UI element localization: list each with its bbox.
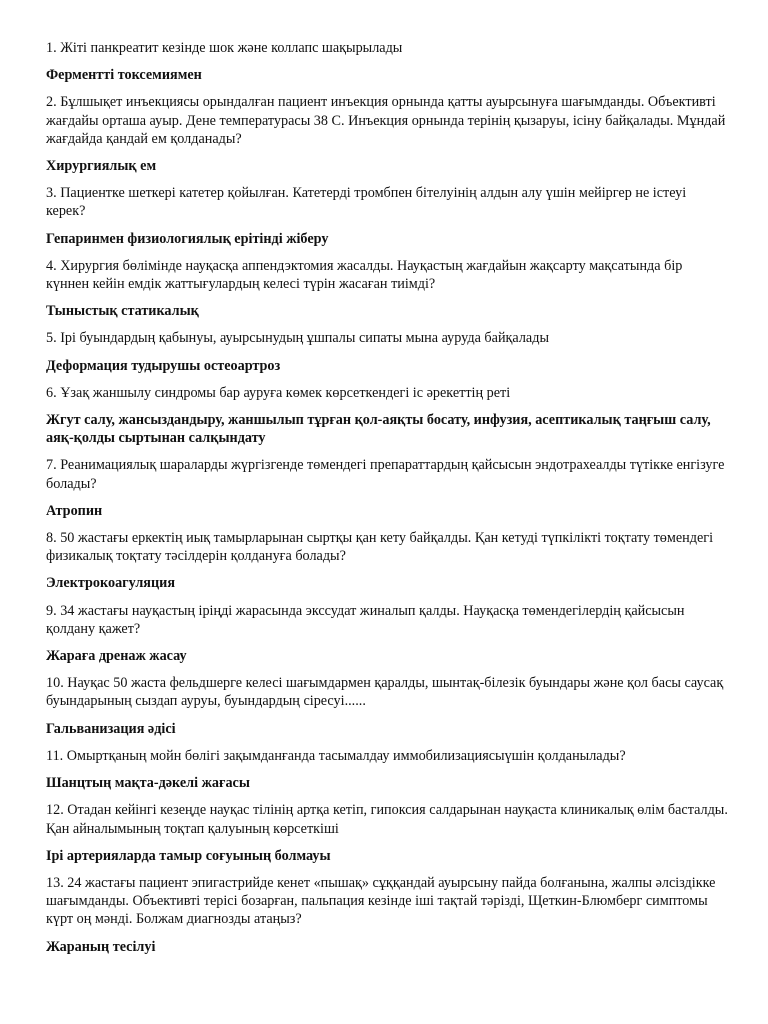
question-9: 9. 34 жастағы науқастың іріңді жарасында экссудат жиналып қалды. Науқасқа төмендегілердің қайсысын қолдану қажет? <box>46 602 685 637</box>
answer-3: Гепаринмен физиологиялық ерітінді жіберу <box>46 230 329 247</box>
question-12: 12. Отадан кейінгі кезеңде науқас тілінің артқа кетіп, гипоксия салдарынан науқаста клиникалық өлім басталды. Қан айналымының тоқтап қалуының көрсеткіші <box>46 802 728 837</box>
question-11: 11. Омыртқаның мойн бөлігі зақымданғанда тасымалдау иммобилизациясыүшін қолданылады? <box>46 747 626 764</box>
answer-9: Жараға дренаж жасау <box>46 648 187 665</box>
answer-13: Жараның тесілуі <box>46 938 156 955</box>
answer-2: Хирургиялық ем <box>46 158 157 175</box>
answer-11: Шанцтың мақта-дәкелі жағасы <box>46 775 250 792</box>
question-4: 4. Хирургия бөлімінде науқасқа аппендэктомия жасалды. Науқастың жағдайын жақсарту мақсатында бір күннен кейін емдік жаттығулардың келесі түрін жасаған тиімді? <box>46 257 683 293</box>
question-1: 1. Жіті панкреатит кезінде шок және коллапс шақырылады <box>46 40 403 56</box>
answer-4: Тыныстық статикалық <box>46 303 199 320</box>
document-page <box>46 39 728 965</box>
question-7: 7. Реанимациялық шараларды жүргізгенде төмендегі препараттардың қайсысын эндотрахеалды түтікке енгізуге болады? <box>46 457 725 492</box>
answer-5: Деформация тудырушы остеоартроз <box>46 357 281 374</box>
question-13: 13. 24 жастағы пациент эпигастрийде кенет «пышақ» сұққандай ауырсыну пайда болғанына, жалпы әлсіздікке шағымданды. Объективті терісі бозарған, пальпация кезінде іші тақтай тәрізді, Щеткин-Блюмберг симптомы күрт оң мәнді. Болжам диагнозды атаңыз? <box>46 874 716 928</box>
answer-6: Жгут салу, жансыздандыру, жаншылып тұрған қол-аяқты босату, инфузия, асептикалық таңғыш салу, аяқ-қолды сыртынан салқындату <box>46 412 711 447</box>
question-6: 6. Ұзақ жаншылу синдромы бар ауруға көмек көрсеткендегі іс әрекеттің реті <box>46 384 511 401</box>
answer-8: Электрокоагуляция <box>46 575 176 592</box>
question-2: 2. Бұлшықет инъекциясы орындалған пациент инъекция орнында қатты ауырсынуға шағымданды. Объективті жағдайы орташа ауыр. Дене температурасы 38 С. Инъекция орнында терінің қызаруы, ісіну байқалады. Мұндай жағдайда қандай ем қолданады? <box>46 94 726 147</box>
answer-7: Атропин <box>46 502 103 519</box>
question-5: 5. Ірі буындардың қабынуы, ауырсынудың ұшпалы сипаты мына ауруда байқалады <box>46 330 549 347</box>
question-10: 10. Науқас 50 жаста фельдшерге келесі шағымдармен қаралды, шынтақ-білезік буындары және қол басы саусақ буындарының сыздап ауруы, буындардың сіресуі...... <box>46 675 724 710</box>
answer-1: Ферментті токсемиямен <box>46 67 202 84</box>
answer-12: Ірі артерияларда тамыр соғуының болмауы <box>46 847 331 864</box>
question-3: 3. Пациентке шеткері катетер қойылған. Катетерді тромбпен бітелуінің алдын алу үшін мейіргер не істеуі керек? <box>46 185 687 220</box>
question-8: 8. 50 жастағы еркектің иық тамырларынан сыртқы қан кету байқалды. Қан кетуді түпкілікті тоқтату төмендегі физикалық тоқтату тәсілдерін қолдануға болады? <box>46 530 714 565</box>
answer-10: Гальванизация әдісі <box>46 720 176 737</box>
